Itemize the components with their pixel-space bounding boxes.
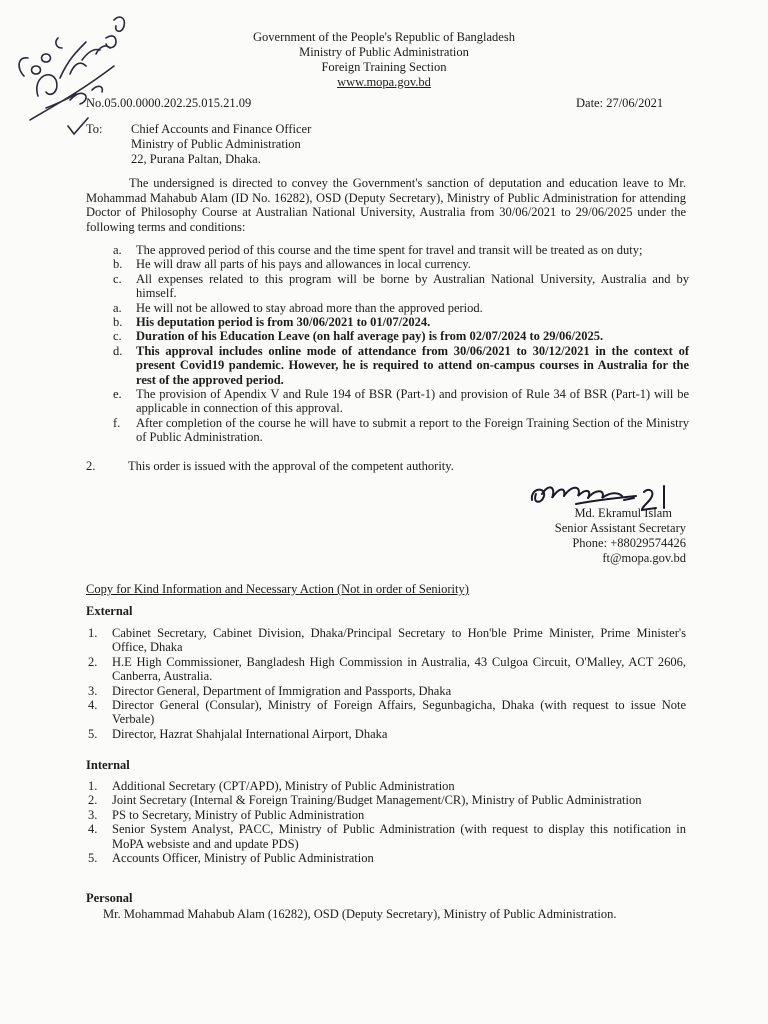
list-item bbox=[86, 626, 686, 655]
memo-date: Date: 27/06/2021 bbox=[576, 96, 664, 110]
list-number: 4. bbox=[88, 698, 98, 713]
list-text: Senior System Analyst, PACC, Ministry of Public Administration (with request to display this notification in MoPA websiste and and update PDS) bbox=[112, 822, 686, 851]
condition-text: This approval includes online mode of attendance from 30/06/2021 to 30/12/2021 in the context of present Covid19 pandemic. However, he is required to attend on-campus courses in Australia for the rest of the approved period. bbox=[136, 343, 689, 387]
list-number: 1. bbox=[88, 626, 98, 640]
list-number: 3. bbox=[88, 683, 98, 698]
list-item bbox=[86, 851, 686, 865]
condition-text: His deputation period is from 30/06/2021 to 01/07/2024. bbox=[136, 315, 431, 330]
list-number: 5. bbox=[88, 726, 98, 741]
list-item bbox=[86, 779, 686, 793]
copy-heading: Copy for Kind Information and Necessary Action (Not in order of Seniority) bbox=[86, 582, 469, 596]
list-number: 2. bbox=[88, 654, 98, 669]
condition-item bbox=[113, 329, 689, 343]
list-number: 4. bbox=[88, 822, 98, 837]
addressee-line: 22, Purana Paltan, Dhaka. bbox=[131, 152, 261, 166]
government-name: Government of the People's Republic of Bangladesh bbox=[253, 30, 515, 44]
to-label: To: bbox=[86, 122, 103, 136]
condition-text: Duration of his Education Leave (on half average pay) is from 02/07/2024 to 29/06/2025. bbox=[136, 329, 604, 344]
intro-paragraph: The undersigned is directed to convey the Government's sanction of deputation and education leave to Mr. Mohammad Mahabub Alam (ID No. 16282), OSD (Deputy Secretary), Ministry of Public Administration for attending Doctor of Philosophy Course at Australian National University, Australia from 30/06/2021 to 29/06/2025 under the following terms and conditions: bbox=[86, 176, 686, 234]
condition-text: All expenses related to this program will be borne by Australian National University, Australia and by himself. bbox=[136, 271, 689, 301]
list-text: Accounts Officer, Ministry of Public Administration bbox=[112, 851, 374, 866]
paragraph-number: 2. bbox=[86, 459, 96, 473]
external-heading: External bbox=[86, 604, 133, 618]
personal-heading: Personal bbox=[86, 891, 133, 905]
condition-label: a. bbox=[113, 300, 122, 315]
condition-item bbox=[113, 344, 689, 387]
list-number: 1. bbox=[88, 779, 98, 793]
addressee-line: Chief Accounts and Finance Officer bbox=[131, 122, 312, 136]
list-text: Additional Secretary (CPT/APD), Ministry of Public Administration bbox=[112, 779, 455, 793]
internal-list bbox=[86, 779, 686, 865]
condition-label: d. bbox=[113, 343, 123, 358]
condition-item bbox=[113, 243, 689, 257]
condition-item bbox=[113, 387, 689, 416]
signatory-title: Senior Assistant Secretary bbox=[554, 521, 686, 535]
addressee-block bbox=[131, 122, 311, 167]
list-text: PS to Secretary, Ministry of Public Administration bbox=[112, 807, 365, 822]
list-text: H.E High Commissioner, Bangladesh High Commission in Australia, 43 Culgoa Circuit, O'Malley, ACT 2606, Canberra, Australia. bbox=[112, 654, 686, 684]
condition-item bbox=[113, 315, 689, 329]
conditions-list bbox=[113, 243, 689, 445]
signatory-phone: Phone: +88029574426 bbox=[572, 536, 686, 550]
list-text: Joint Secretary (Internal & Foreign Training/Budget Management/CR), Ministry of Public Administration bbox=[112, 793, 642, 808]
signatory-email[interactable]: ft@mopa.gov.bd bbox=[602, 551, 686, 565]
list-item bbox=[86, 655, 686, 684]
signatory-block bbox=[500, 506, 686, 566]
list-number: 3. bbox=[88, 807, 98, 822]
list-text: Cabinet Secretary, Cabinet Division, Dhaka/Principal Secretary to Hon'ble Prime Minister, Prime Minister's Office, Dhaka bbox=[112, 626, 686, 655]
list-text: Director General (Consular), Ministry of Foreign Affairs, Segunbagicha, Dhaka (with request to issue Note Verbale) bbox=[112, 698, 686, 727]
condition-text: The provision of Apendix V and Rule 194 of BSR (Part-1) and provision of Rule 34 of BSR (Part-1) will be applicable in connection of this approval. bbox=[136, 387, 689, 416]
list-item bbox=[86, 822, 686, 851]
list-text: Director General, Department of Immigration and Passports, Dhaka bbox=[112, 683, 452, 698]
list-number: 5. bbox=[88, 851, 98, 866]
condition-text: After completion of the course he will have to submit a report to the Foreign Training Section of the Ministry of Public Administration. bbox=[136, 415, 689, 445]
list-text: Director, Hazrat Shahjalal International Airport, Dhaka bbox=[112, 726, 388, 741]
condition-label: c. bbox=[113, 329, 122, 344]
letterhead bbox=[0, 30, 768, 90]
condition-text: He will draw all parts of his pays and allowances in local currency. bbox=[136, 257, 471, 272]
condition-text: The approved period of this course and the time spent for travel and transit will be treated as on duty; bbox=[136, 243, 643, 257]
condition-label: b. bbox=[113, 315, 123, 330]
condition-label: e. bbox=[113, 387, 122, 402]
condition-item bbox=[113, 416, 689, 445]
personal-copy-line: Mr. Mohammad Mahabub Alam (16282), OSD (Deputy Secretary), Ministry of Public Administration. bbox=[103, 907, 617, 921]
list-item bbox=[86, 684, 686, 698]
condition-item bbox=[113, 272, 689, 301]
condition-label: b. bbox=[113, 257, 123, 272]
closing-text: This order is issued with the approval of the competent authority. bbox=[128, 459, 454, 473]
addressee-line: Ministry of Public Administration bbox=[131, 137, 301, 151]
condition-text: He will not be allowed to stay abroad more than the approved period. bbox=[136, 300, 483, 315]
list-item bbox=[86, 727, 686, 741]
condition-item bbox=[113, 301, 689, 315]
condition-item bbox=[113, 257, 689, 271]
signatory-name: Md. Ekramul Islam bbox=[574, 506, 672, 520]
internal-heading: Internal bbox=[86, 758, 130, 772]
list-number: 2. bbox=[88, 793, 98, 808]
ministry-name: Ministry of Public Administration bbox=[299, 45, 469, 59]
condition-label: c. bbox=[113, 271, 122, 286]
memo-number: No.05.00.0000.202.25.015.21.09 bbox=[86, 96, 252, 110]
section-name: Foreign Training Section bbox=[321, 60, 447, 74]
list-item bbox=[86, 698, 686, 727]
condition-label: a. bbox=[113, 243, 122, 257]
list-item bbox=[86, 793, 686, 807]
closing-paragraph bbox=[86, 459, 454, 474]
condition-label: f. bbox=[113, 415, 121, 430]
external-list bbox=[86, 626, 686, 741]
list-item bbox=[86, 808, 686, 822]
website-link[interactable]: www.mopa.gov.bd bbox=[337, 75, 431, 89]
